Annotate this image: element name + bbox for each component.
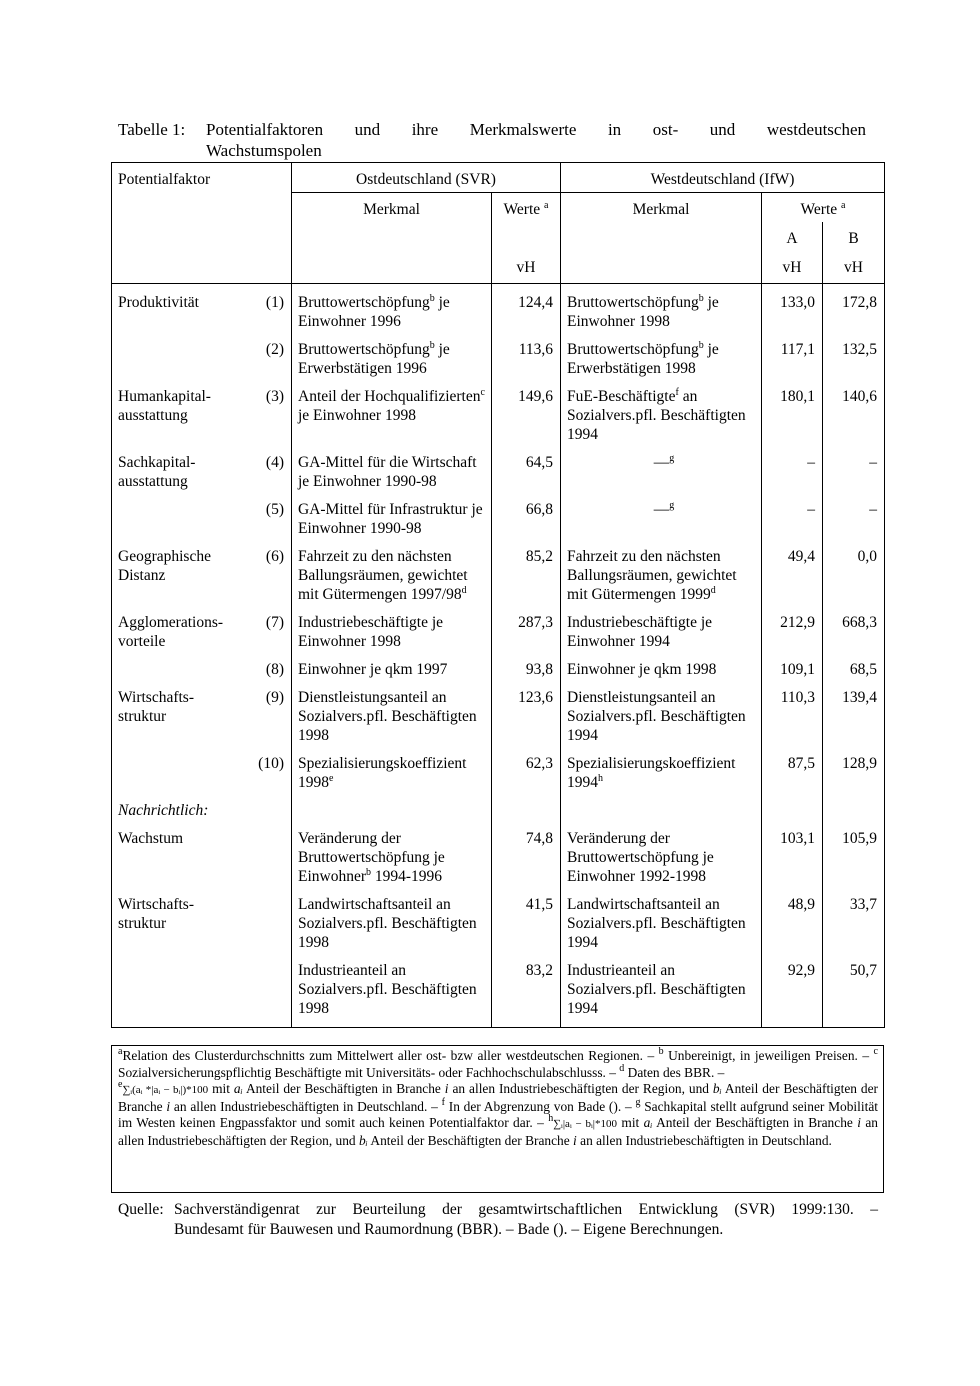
source-line2: Bundesamt für Bauwesen und Raumordnung (BBR). – Bade (). – Eigene Berechnungen.	[174, 1221, 724, 1238]
row-west-value-a: 110,3	[762, 688, 823, 745]
source-line1: Sachverständigenrat zur Beurteilung der gesamtwirtschaftlichen Entwicklung (SVR) 1999:130. –	[174, 1201, 878, 1218]
table-row	[112, 293, 885, 331]
table-row	[112, 613, 885, 651]
row-west-merkmal: Dienstleistungsanteil an Sozialvers.pfl. Beschäftigten 1994	[561, 688, 762, 745]
header-ost-werte: Werte $^a$	[492, 193, 561, 222]
row-ost-merkmal: Industriebeschäftigte je Einwohner 1998	[292, 613, 492, 651]
header-a-unit: vH	[762, 252, 823, 284]
table-row	[112, 387, 885, 444]
table-row	[112, 688, 885, 745]
row-ost-value: 83,2	[492, 961, 561, 1018]
row-ost-value: 64,5	[492, 453, 561, 491]
row-west-merkmal: —$^g$	[561, 453, 762, 491]
header-west-merkmal: Merkmal	[561, 193, 762, 284]
caption-title-line2: Wachstumspolen	[206, 141, 322, 160]
row-ost-merkmal: Veränderung der Bruttowertschöpfung je Einwohner$^b$ 1994-1996	[292, 829, 492, 886]
row-number	[256, 895, 292, 952]
row-west-value-a: 92,9	[762, 961, 823, 1018]
row-ost-merkmal: Landwirtschaftsanteil an Sozialvers.pfl. Beschäftigten 1998	[292, 895, 492, 952]
table-row	[112, 340, 885, 378]
row-faktor: Agglomerations- vorteile	[112, 613, 256, 651]
row-faktor	[112, 961, 256, 1018]
nachrichtlich-row	[112, 801, 885, 820]
row-ost-value: 123,6	[492, 688, 561, 745]
row-faktor: Humankapital- ausstattung	[112, 387, 256, 444]
memo-table-row	[112, 961, 885, 1018]
table-row	[112, 453, 885, 491]
row-west-value-a: 109,1	[762, 660, 823, 679]
row-west-value-a: 180,1	[762, 387, 823, 444]
row-ost-merkmal: GA-Mittel für die Wirtschaft je Einwohner 1990-98	[292, 453, 492, 491]
row-west-value-b: 105,9	[823, 829, 885, 886]
row-west-merkmal: Industriebeschäftigte je Einwohner 1994	[561, 613, 762, 651]
row-west-value-b: 172,8	[823, 293, 885, 331]
table-body	[112, 284, 885, 1028]
formula-e: ∑ᵢ(aᵢ *|aᵢ − bᵢ|)*100	[122, 1084, 209, 1097]
table-caption	[118, 119, 866, 161]
row-number: (1)	[256, 293, 292, 331]
row-faktor: Produktivität	[112, 293, 256, 331]
row-number	[256, 961, 292, 1018]
row-faktor	[112, 500, 256, 538]
row-number: (7)	[256, 613, 292, 651]
row-west-value-b: –	[823, 453, 885, 491]
row-faktor: Wachstum	[112, 829, 256, 886]
row-number: (6)	[256, 547, 292, 604]
row-west-merkmal: —$^g$	[561, 500, 762, 538]
row-west-value-b: 132,5	[823, 340, 885, 378]
row-ost-merkmal: Bruttowertschöpfung$^b$ je Erwerbstätigen 1996	[292, 340, 492, 378]
row-ost-value: 74,8	[492, 829, 561, 886]
row-west-merkmal: Spezialisierungskoeffizient 1994$^h$	[561, 754, 762, 792]
table-row	[112, 500, 885, 538]
row-west-value-b: 0,0	[823, 547, 885, 604]
row-ost-merkmal: Fahrzeit zu den nächsten Ballungsräumen, gewichtet mit Gütermengen 1997/98$^d$	[292, 547, 492, 604]
source-label: Quelle:	[118, 1201, 164, 1218]
row-faktor: Sachkapital- ausstattung	[112, 453, 256, 491]
table-row	[112, 660, 885, 679]
header-ost: Ostdeutschland (SVR)	[292, 163, 561, 193]
row-west-merkmal: Industrieanteil an Sozialvers.pfl. Beschäftigten 1994	[561, 961, 762, 1018]
row-west-value-a: –	[762, 500, 823, 538]
row-west-merkmal: Bruttowertschöpfung$^b$ je Einwohner 1998	[561, 293, 762, 331]
row-west-value-b: 139,4	[823, 688, 885, 745]
row-west-value-a: 117,1	[762, 340, 823, 378]
row-west-value-a: 212,9	[762, 613, 823, 651]
data-table	[111, 162, 885, 1028]
row-ost-value: 85,2	[492, 547, 561, 604]
table-row	[112, 754, 885, 792]
row-ost-value: 113,6	[492, 340, 561, 378]
formula-h: ∑ᵢ|aᵢ − bᵢ|*100	[553, 1118, 618, 1131]
row-faktor	[112, 660, 256, 679]
table-row	[112, 547, 885, 604]
row-west-value-b: 668,3	[823, 613, 885, 651]
row-west-value-b: 128,9	[823, 754, 885, 792]
source-note	[118, 1200, 878, 1240]
row-faktor: Geographische Distanz	[112, 547, 256, 604]
row-number: (2)	[256, 340, 292, 378]
row-number: (4)	[256, 453, 292, 491]
row-number: (5)	[256, 500, 292, 538]
memo-table-row	[112, 829, 885, 886]
row-west-value-a: 48,9	[762, 895, 823, 952]
row-ost-value: 124,4	[492, 293, 561, 331]
row-west-value-a: 103,1	[762, 829, 823, 886]
row-ost-value: 93,8	[492, 660, 561, 679]
row-faktor	[112, 340, 256, 378]
row-ost-merkmal: Industrieanteil an Sozialvers.pfl. Beschäftigten 1998	[292, 961, 492, 1018]
row-ost-merkmal: Bruttowertschöpfung$^b$ je Einwohner 1996	[292, 293, 492, 331]
nachrichtlich-label: Nachrichtlich:	[112, 801, 292, 820]
row-faktor: Wirtschafts- struktur	[112, 895, 256, 952]
row-west-value-b: 33,7	[823, 895, 885, 952]
row-ost-value: 62,3	[492, 754, 561, 792]
header-potentialfaktor: Potentialfaktor	[112, 163, 292, 284]
row-west-merkmal: Einwohner je qkm 1998	[561, 660, 762, 679]
row-west-value-a: 49,4	[762, 547, 823, 604]
row-west-value-b: –	[823, 500, 885, 538]
row-ost-merkmal: Einwohner je qkm 1997	[292, 660, 492, 679]
row-west-value-b: 50,7	[823, 961, 885, 1018]
row-west-merkmal: Fahrzeit zu den nächsten Ballungsräumen, gewichtet mit Gütermengen 1999$^d$	[561, 547, 762, 604]
header-ost-unit: vH	[492, 252, 561, 284]
row-number: (8)	[256, 660, 292, 679]
header-west-werte: Werte $^a$	[762, 193, 885, 222]
header-west: Westdeutschland (IfW)	[561, 163, 885, 193]
row-west-value-a: –	[762, 453, 823, 491]
row-number: (3)	[256, 387, 292, 444]
row-ost-merkmal: GA-Mittel für Infrastruktur je Einwohner 1990-98	[292, 500, 492, 538]
row-ost-value: 66,8	[492, 500, 561, 538]
row-faktor: Wirtschafts- struktur	[112, 688, 256, 745]
row-ost-merkmal: Dienstleistungsanteil an Sozialvers.pfl. Beschäftigten 1998	[292, 688, 492, 745]
row-ost-value: 41,5	[492, 895, 561, 952]
header-b-unit: vH	[823, 252, 885, 284]
row-number: (10)	[256, 754, 292, 792]
row-west-merkmal: FuE-Beschäftigte$^f$ an Sozialvers.pfl. Beschäftigten 1994	[561, 387, 762, 444]
header-ost-merkmal: Merkmal	[292, 193, 492, 284]
row-ost-value: 149,6	[492, 387, 561, 444]
caption-label: Tabelle 1:	[118, 120, 186, 139]
memo-table-row	[112, 895, 885, 952]
row-ost-merkmal: Spezialisierungskoeffizient 1998e	[292, 754, 492, 792]
row-number: (9)	[256, 688, 292, 745]
header-col-b: B	[823, 222, 885, 252]
row-west-value-a: 87,5	[762, 754, 823, 792]
row-west-merkmal: Veränderung der Bruttowertschöpfung je Einwohner 1992-1998	[561, 829, 762, 886]
row-west-merkmal: Landwirtschaftsanteil an Sozialvers.pfl. Beschäftigten 1994	[561, 895, 762, 952]
row-number	[256, 829, 292, 886]
row-faktor	[112, 754, 256, 792]
row-west-value-a: 133,0	[762, 293, 823, 331]
row-west-value-b: 140,6	[823, 387, 885, 444]
row-west-value-b: 68,5	[823, 660, 885, 679]
caption-title-line1: Potentialfaktoren und ihre Merkmalswerte in ost- und westdeutschen	[206, 120, 866, 139]
row-west-merkmal: Bruttowertschöpfung$^b$ je Erwerbstätigen 1998	[561, 340, 762, 378]
footnotes: $^a$Relation des Clusterdurchschnitts zum Mittelwert aller ost- bzw aller westdeutschen Regionen. – $^b$ Unbereinigt, in jeweiligen Preisen. – $^c$ Sozialversicherungspflichtig Beschäftigte mit Universitäts- oder Fachhochschulabschlusss. – $^d$ Daten des BBR. – $^e$∑ᵢ(aᵢ *|aᵢ − bᵢ|)*100 mit aᵢ Anteil der Beschäftigten in Branche i an allen Industriebeschäftigten der Region, und bᵢ Anteil der Beschäftigten der Branche i an allen Industriebeschäftigten in Deutschland. – $^f$ In der Abgrenzung von Bade (). – $^g$ Sachkapital stellt aufgrund seiner Mobilität im Westen keinen Engpassfaktor und somit auch keinen Potentialfaktor dar. – $^h$∑ᵢ|aᵢ − bᵢ|*100 mit aᵢ Anteil der Beschäftigten in Branche i an allen Industriebeschäftigten der Region, und bᵢ Anteil der Beschäftigten der Branche i an allen Industriebeschäftigten in Deutschland.	[111, 1045, 884, 1193]
row-ost-value: 287,3	[492, 613, 561, 651]
header-col-a: A	[762, 222, 823, 252]
row-ost-merkmal: Anteil der Hochqualifizierten$^c$ je Einwohner 1998	[292, 387, 492, 444]
